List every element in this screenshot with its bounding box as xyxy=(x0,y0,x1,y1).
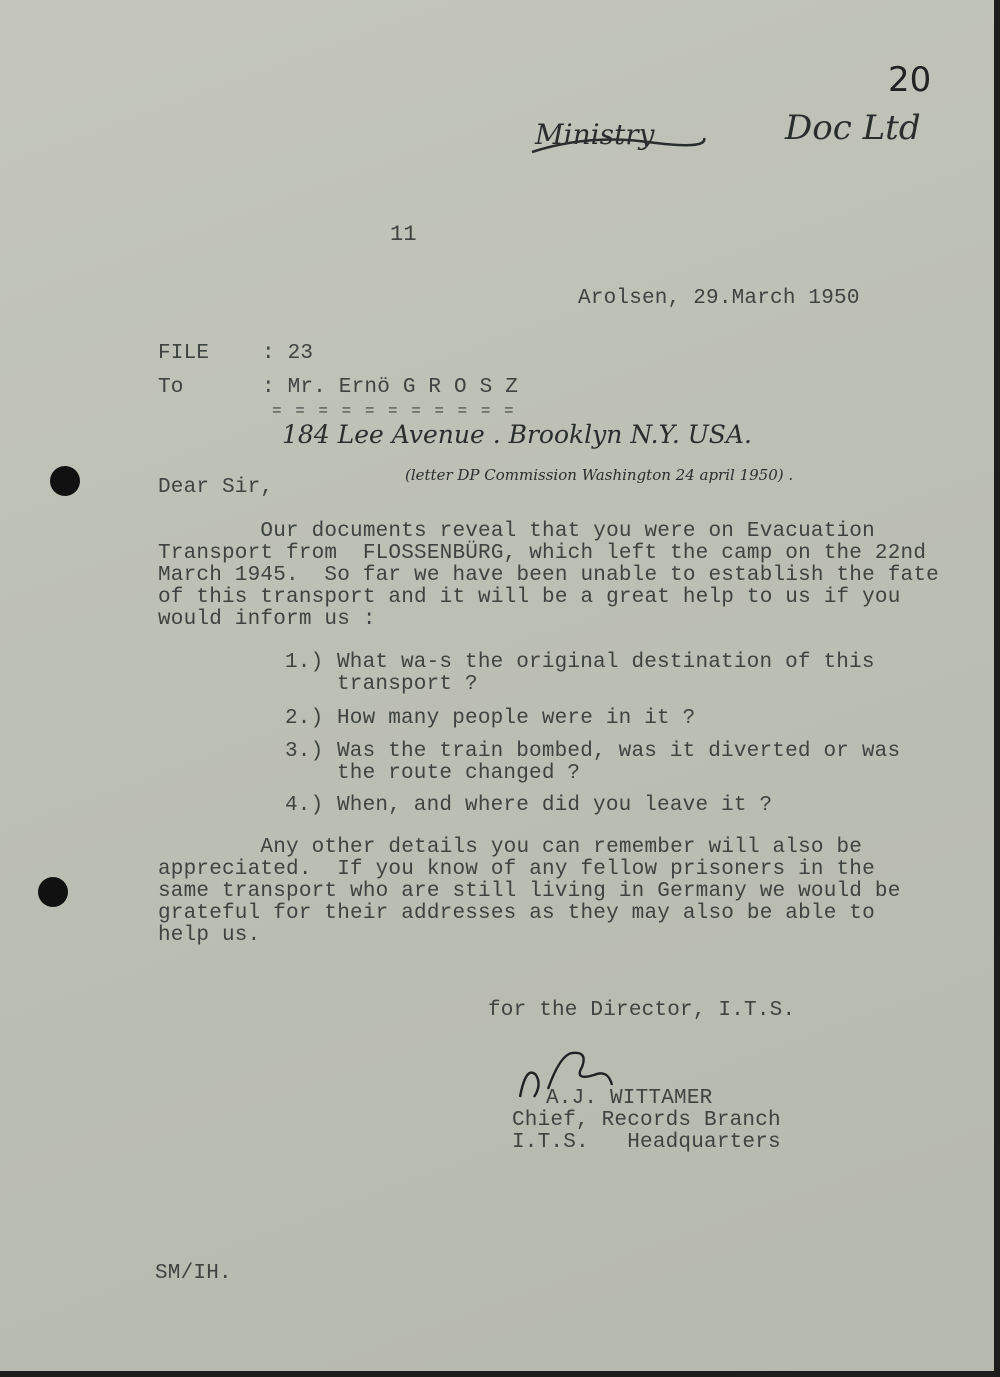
recipient-underline: = = = = = = = = = = = xyxy=(272,402,516,420)
body-line: would inform us : xyxy=(158,608,376,631)
question-text: What wa-s the original destination of this xyxy=(337,651,875,674)
handwritten-doc-note: Doc Ltd xyxy=(785,108,921,148)
body-line: March 1945. So far we have been unable to establish the fate xyxy=(158,564,939,587)
place-date: Arolsen, 29.March 1950 xyxy=(578,287,860,310)
signatory-title: Chief, Records Branch xyxy=(512,1109,781,1132)
body-line: Transport from FLOSSENBÜRG, which left the camp on the 22nd xyxy=(158,542,927,565)
body-line: help us. xyxy=(158,924,261,947)
body-line: same transport who are still living in Germany we would be xyxy=(158,880,901,903)
strike-through-mark xyxy=(528,128,708,158)
reference-number: 11 xyxy=(390,222,417,247)
body-line: Our documents reveal that you were on Evacuation xyxy=(158,520,875,543)
question-text: How many people were in it ? xyxy=(337,707,696,730)
question-text: Was the train bombed, was it diverted or was xyxy=(337,740,901,763)
handwritten-note: (letter DP Commission Washington 24 april 1950) . xyxy=(405,466,794,484)
punch-hole-top xyxy=(50,466,80,496)
scan-edge-right xyxy=(994,0,1000,1377)
body-line: grateful for their addresses as they may also be able to xyxy=(158,902,875,925)
salutation: Dear Sir, xyxy=(158,476,274,499)
page-number: 20 xyxy=(888,60,932,100)
body-line: Any other details you can remember will also be xyxy=(158,836,863,859)
question-number: 1.) xyxy=(285,651,324,674)
body-line: of this transport and it will be a great help to us if you xyxy=(158,586,901,609)
question-text: transport ? xyxy=(337,673,478,696)
question-text: When, and where did you leave it ? xyxy=(337,794,773,817)
question-number: 4.) xyxy=(285,794,324,817)
punch-hole-bottom xyxy=(38,877,68,907)
signature-for-line: for the Director, I.T.S. xyxy=(488,999,796,1022)
file-label: FILE xyxy=(158,342,210,365)
to-label: To xyxy=(158,376,184,399)
scan-edge-bottom xyxy=(0,1371,1000,1377)
body-line: appreciated. If you know of any fellow prisoners in the xyxy=(158,858,875,881)
signatory-organization: I.T.S. Headquarters xyxy=(512,1131,781,1154)
question-text: the route changed ? xyxy=(337,762,581,785)
struck-word: Ministry xyxy=(535,118,655,151)
file-value: : 23 xyxy=(262,342,314,365)
handwritten-address: 184 Lee Avenue . Brooklyn N.Y. USA. xyxy=(282,420,752,449)
question-number: 2.) xyxy=(285,707,324,730)
recipient-name: : Mr. Ernö G R O S Z xyxy=(262,376,519,399)
typist-initials: SM/IH. xyxy=(155,1262,232,1285)
signatory-name: A.J. WITTAMER xyxy=(546,1087,713,1110)
question-number: 3.) xyxy=(285,740,324,763)
